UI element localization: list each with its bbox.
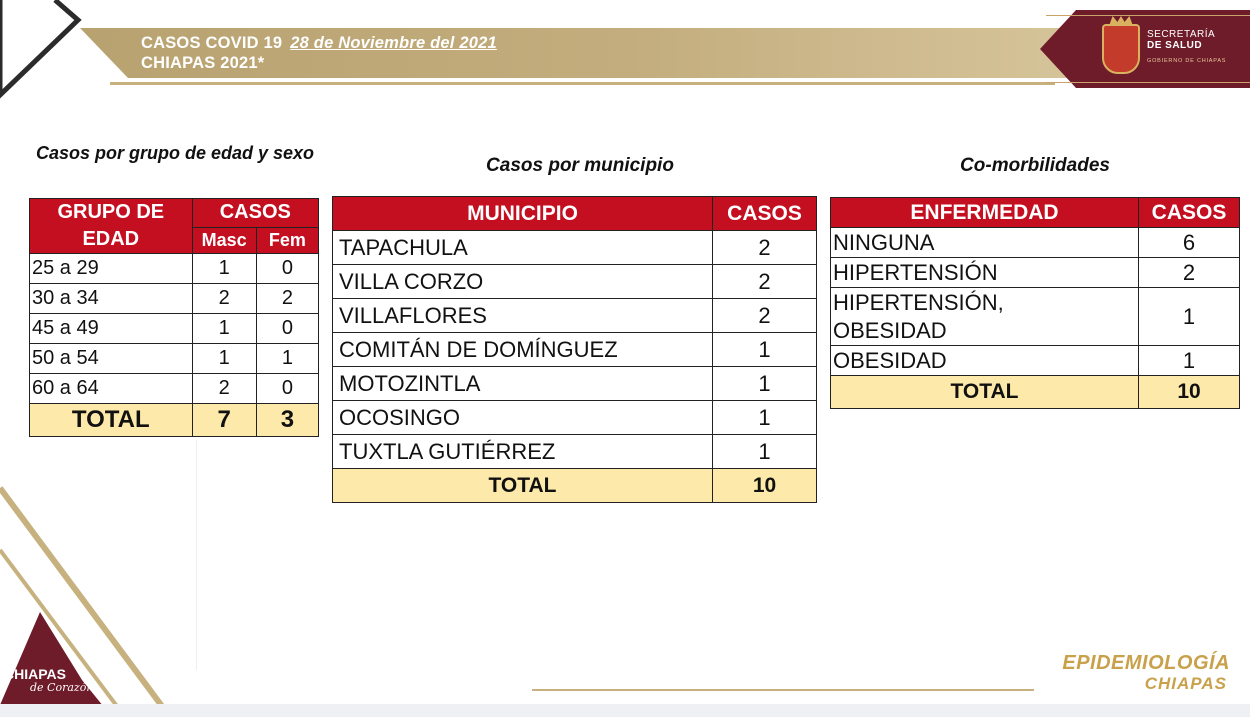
table-row xyxy=(333,435,817,469)
table-row xyxy=(831,228,1240,258)
table-row xyxy=(30,344,319,374)
header-masc: Masc xyxy=(192,227,256,253)
header-casos: CASOS xyxy=(713,197,817,231)
age-group: 25 a 29 xyxy=(30,254,193,284)
bottom-strip xyxy=(0,704,1250,717)
municipio-name: OCOSINGO xyxy=(333,401,713,435)
age-group: 50 a 54 xyxy=(30,344,193,374)
age-group: 60 a 64 xyxy=(30,374,193,404)
disease-cases: 1 xyxy=(1139,346,1240,376)
table-row xyxy=(30,314,319,344)
total-label: TOTAL xyxy=(30,404,193,437)
masc-count: 1 xyxy=(192,314,256,344)
municipio-name: VILLAFLORES xyxy=(333,299,713,333)
header-municipio: MUNICIPIO xyxy=(333,197,713,231)
header-underline xyxy=(110,82,1055,85)
header-grupo-edad: GRUPO DE EDAD xyxy=(30,199,193,254)
table-row xyxy=(333,299,817,333)
fem-count: 1 xyxy=(256,344,318,374)
municipio-cases: 1 xyxy=(713,367,817,401)
table-row xyxy=(30,254,319,284)
epidemiologia-logo-subtitle: CHIAPAS xyxy=(1144,674,1227,693)
disease-cases: 2 xyxy=(1139,258,1240,288)
municipio-cases: 1 xyxy=(713,435,817,469)
chiapas-logo: CHIAPAS xyxy=(4,666,66,682)
masc-count: 1 xyxy=(192,254,256,284)
municipio-name: TUXTLA GUTIÉRREZ xyxy=(333,435,713,469)
municipio-cases: 2 xyxy=(713,265,817,299)
table-row xyxy=(333,333,817,367)
total-row xyxy=(831,376,1240,409)
table-row xyxy=(831,288,1240,346)
table-row xyxy=(333,401,817,435)
header-row xyxy=(333,197,817,231)
masc-count: 1 xyxy=(192,344,256,374)
logo-subtitle: GOBIERNO DE CHIAPAS xyxy=(1147,58,1227,64)
total-cases: 10 xyxy=(1139,376,1240,409)
header-fem: Fem xyxy=(256,227,318,253)
total-masc: 7 xyxy=(192,404,256,437)
masc-count: 2 xyxy=(192,374,256,404)
chiapas-logo-subtitle: de Corazón xyxy=(30,681,94,694)
age-group: 45 a 49 xyxy=(30,314,193,344)
table-row xyxy=(333,231,817,265)
municipio-table xyxy=(332,196,817,503)
table-row xyxy=(831,346,1240,376)
age-group: 30 a 34 xyxy=(30,284,193,314)
table-row xyxy=(30,284,319,314)
corner-decoration xyxy=(0,0,90,110)
municipio-cases: 2 xyxy=(713,299,817,333)
fem-count: 2 xyxy=(256,284,318,314)
age-sex-table xyxy=(29,198,319,437)
comorbidity-section-title: Co-morbilidades xyxy=(960,155,1110,176)
municipio-cases: 1 xyxy=(713,333,817,367)
municipio-cases: 1 xyxy=(713,401,817,435)
fem-count: 0 xyxy=(256,374,318,404)
total-cases: 10 xyxy=(713,469,817,503)
comorbidity-table xyxy=(830,197,1240,409)
disease-cases: 1 xyxy=(1139,288,1240,346)
page-title xyxy=(141,33,497,73)
secretaria-logo-text: SECRETARÍA DE SALUD xyxy=(1147,29,1216,51)
report-date: 28 de Noviembre del 2021 xyxy=(290,34,497,52)
table-row xyxy=(333,265,817,299)
municipio-name: VILLA CORZO xyxy=(333,265,713,299)
header-row xyxy=(831,198,1240,228)
municipio-section-title: Casos por municipio xyxy=(486,155,674,176)
coat-of-arms-icon xyxy=(1102,24,1140,74)
header-enfermedad: ENFERMEDAD xyxy=(831,198,1139,228)
title-line2: CHIAPAS 2021* xyxy=(141,54,265,72)
total-row xyxy=(30,404,319,437)
header-casos: CASOS xyxy=(192,199,318,228)
municipio-name: COMITÁN DE DOMÍNGUEZ xyxy=(333,333,713,367)
header-casos: CASOS xyxy=(1139,198,1240,228)
masc-count: 2 xyxy=(192,284,256,314)
disease-name: NINGUNA xyxy=(831,228,1139,258)
fem-count: 0 xyxy=(256,254,318,284)
municipio-name: TAPACHULA xyxy=(333,231,713,265)
table-row xyxy=(30,374,319,404)
fem-count: 0 xyxy=(256,314,318,344)
municipio-name: MOTOZINTLA xyxy=(333,367,713,401)
disease-name: OBESIDAD xyxy=(831,346,1139,376)
total-fem: 3 xyxy=(256,404,318,437)
footer-line xyxy=(532,689,1034,691)
epidemiologia-logo: EPIDEMIOLOGÍA xyxy=(1062,652,1230,674)
municipio-cases: 2 xyxy=(713,231,817,265)
total-row xyxy=(333,469,817,503)
disease-cases: 6 xyxy=(1139,228,1240,258)
disease-name: HIPERTENSIÓN, OBESIDAD xyxy=(831,288,1139,346)
disease-name: HIPERTENSIÓN xyxy=(831,258,1139,288)
title-line1: CASOS COVID 19 xyxy=(141,34,283,52)
table-row xyxy=(831,258,1240,288)
total-label: TOTAL xyxy=(831,376,1139,409)
table-row xyxy=(333,367,817,401)
age-section-title: Casos por grupo de edad y sexo xyxy=(35,143,315,163)
total-label: TOTAL xyxy=(333,469,713,503)
